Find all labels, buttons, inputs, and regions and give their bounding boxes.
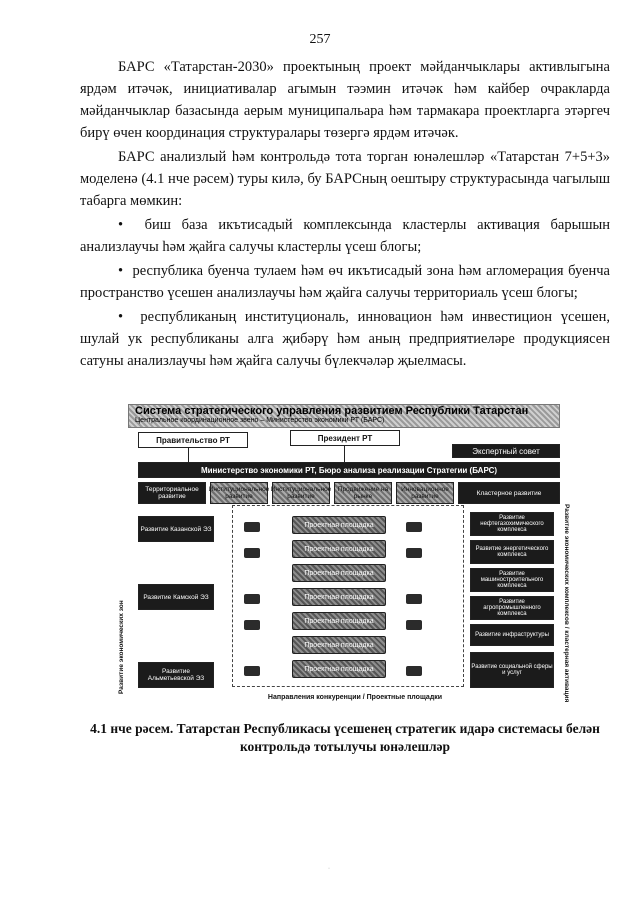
project-box: Проектная площадка: [292, 612, 386, 630]
bullet-item: • республика буенча тулаем һәм өч икътисадый зона һәм агломерация буенча пространство үсешен анализлаучы һәм җайга салучы территориаль үсеш блогы;: [80, 260, 610, 304]
department-box: Продвижение на рынке: [334, 482, 392, 504]
bullet-item: • биш база икътисадый комплексында кластерлы активация барышын анализлаучы һәм җайга салучы кластерлы үсеш блогы;: [80, 214, 610, 258]
ministry-box: Министерство экономики РТ, Бюро анализа реализации Стратегии (БАРС): [138, 462, 560, 478]
project-box: Проектная площадка: [292, 540, 386, 558]
page-number: 257: [309, 32, 331, 47]
diagram-subtitle: Центральное координационное звено – Министерство экономики РТ (БАРС): [135, 417, 385, 424]
body-text: [80, 56, 610, 374]
zone-box: Развитие Казанской ЭЗ: [138, 516, 214, 542]
cluster-box: Развитие агропромышленного комплекса: [470, 596, 554, 620]
president-box: Президент РТ: [290, 430, 400, 446]
paragraph: БАРС «Татарстан-2030» проектының проект мәйданчыклары активлыгына ярдәм итәчәк, инициативалар агымын тәэмин итәчәк һәм кайбер очракларда мәйданчыклар базасында аерым муниципальара һәм тармакара проектларга этәргеч бирү өчен координация структуралары төзергә ярдәм итәчәк.: [80, 59, 610, 141]
zone-box: Развитие Альметьевской ЭЗ: [138, 662, 214, 688]
diagram-title: [128, 404, 560, 428]
cluster-box: Развитие энергетического комплекса: [470, 540, 554, 564]
paragraph: БАРС анализлый һәм контрольдә тота торган юнәлешләр «Татарстан 7+5+3» моделенә (4.1 нче рәсем) туры килә, бу БАРСның оештыру структурасында чагылыш табарга мөмкин:: [80, 149, 610, 209]
cluster-box: Развитие инфраструктуры: [470, 624, 554, 646]
caption-line: 4.1 нче рәсем. Татарстан Республикасы үсешенең стратегик идарә системасы белән: [90, 721, 600, 736]
left-axis-label: Развитие экономических зон: [118, 600, 125, 694]
figure-caption: [80, 720, 610, 756]
caption-line: контрольдә тотылучы юнәлешләр: [239, 739, 451, 754]
project-box: Проектная площадка: [292, 516, 386, 534]
diagram-title-text: Система стратегического управления развитием Республики Татарстан: [135, 405, 529, 417]
cluster-box: Развитие социальной сферы и услуг: [470, 652, 554, 688]
department-box: Территориальное развитие: [138, 482, 206, 504]
bottom-axis-label: Направления конкуренции / Проектные площадки: [267, 694, 443, 701]
cluster-box: Развитие машиностроительного комплекса: [470, 568, 554, 592]
department-box: Кластерное развитие: [458, 482, 560, 504]
right-axis-label: Развитие экономических комплексов / кластерная активация: [563, 504, 570, 703]
department-box: Инновационное развитие: [396, 482, 454, 504]
scan-dot: ·: [328, 866, 330, 872]
department-box: Институциональное развитие: [272, 482, 330, 504]
bullet-item: • республиканың институциональ, инновацион һәм инвестицион үсешен, шулай ук республиканы алга җибәрү һәм аның предприятиеләре продукциясен сатуны анализлаучы һәм җайга салучы бүлекчәләр җыелмасы.: [80, 306, 610, 372]
project-box: Проектная площадка: [292, 660, 386, 678]
project-box: Проектная площадка: [292, 636, 386, 654]
strategy-diagram: [110, 404, 580, 704]
project-box: Проектная площадка: [292, 564, 386, 582]
project-box: Проектная площадка: [292, 588, 386, 606]
government-box: Правительство РТ: [138, 432, 248, 448]
expert-council-box: Экспертный совет: [452, 444, 560, 458]
zone-box: Развитие Камской ЭЗ: [138, 584, 214, 610]
department-box: Институциональное развитие: [210, 482, 268, 504]
cluster-box: Развитие нефтегазохимического комплекса: [470, 512, 554, 536]
